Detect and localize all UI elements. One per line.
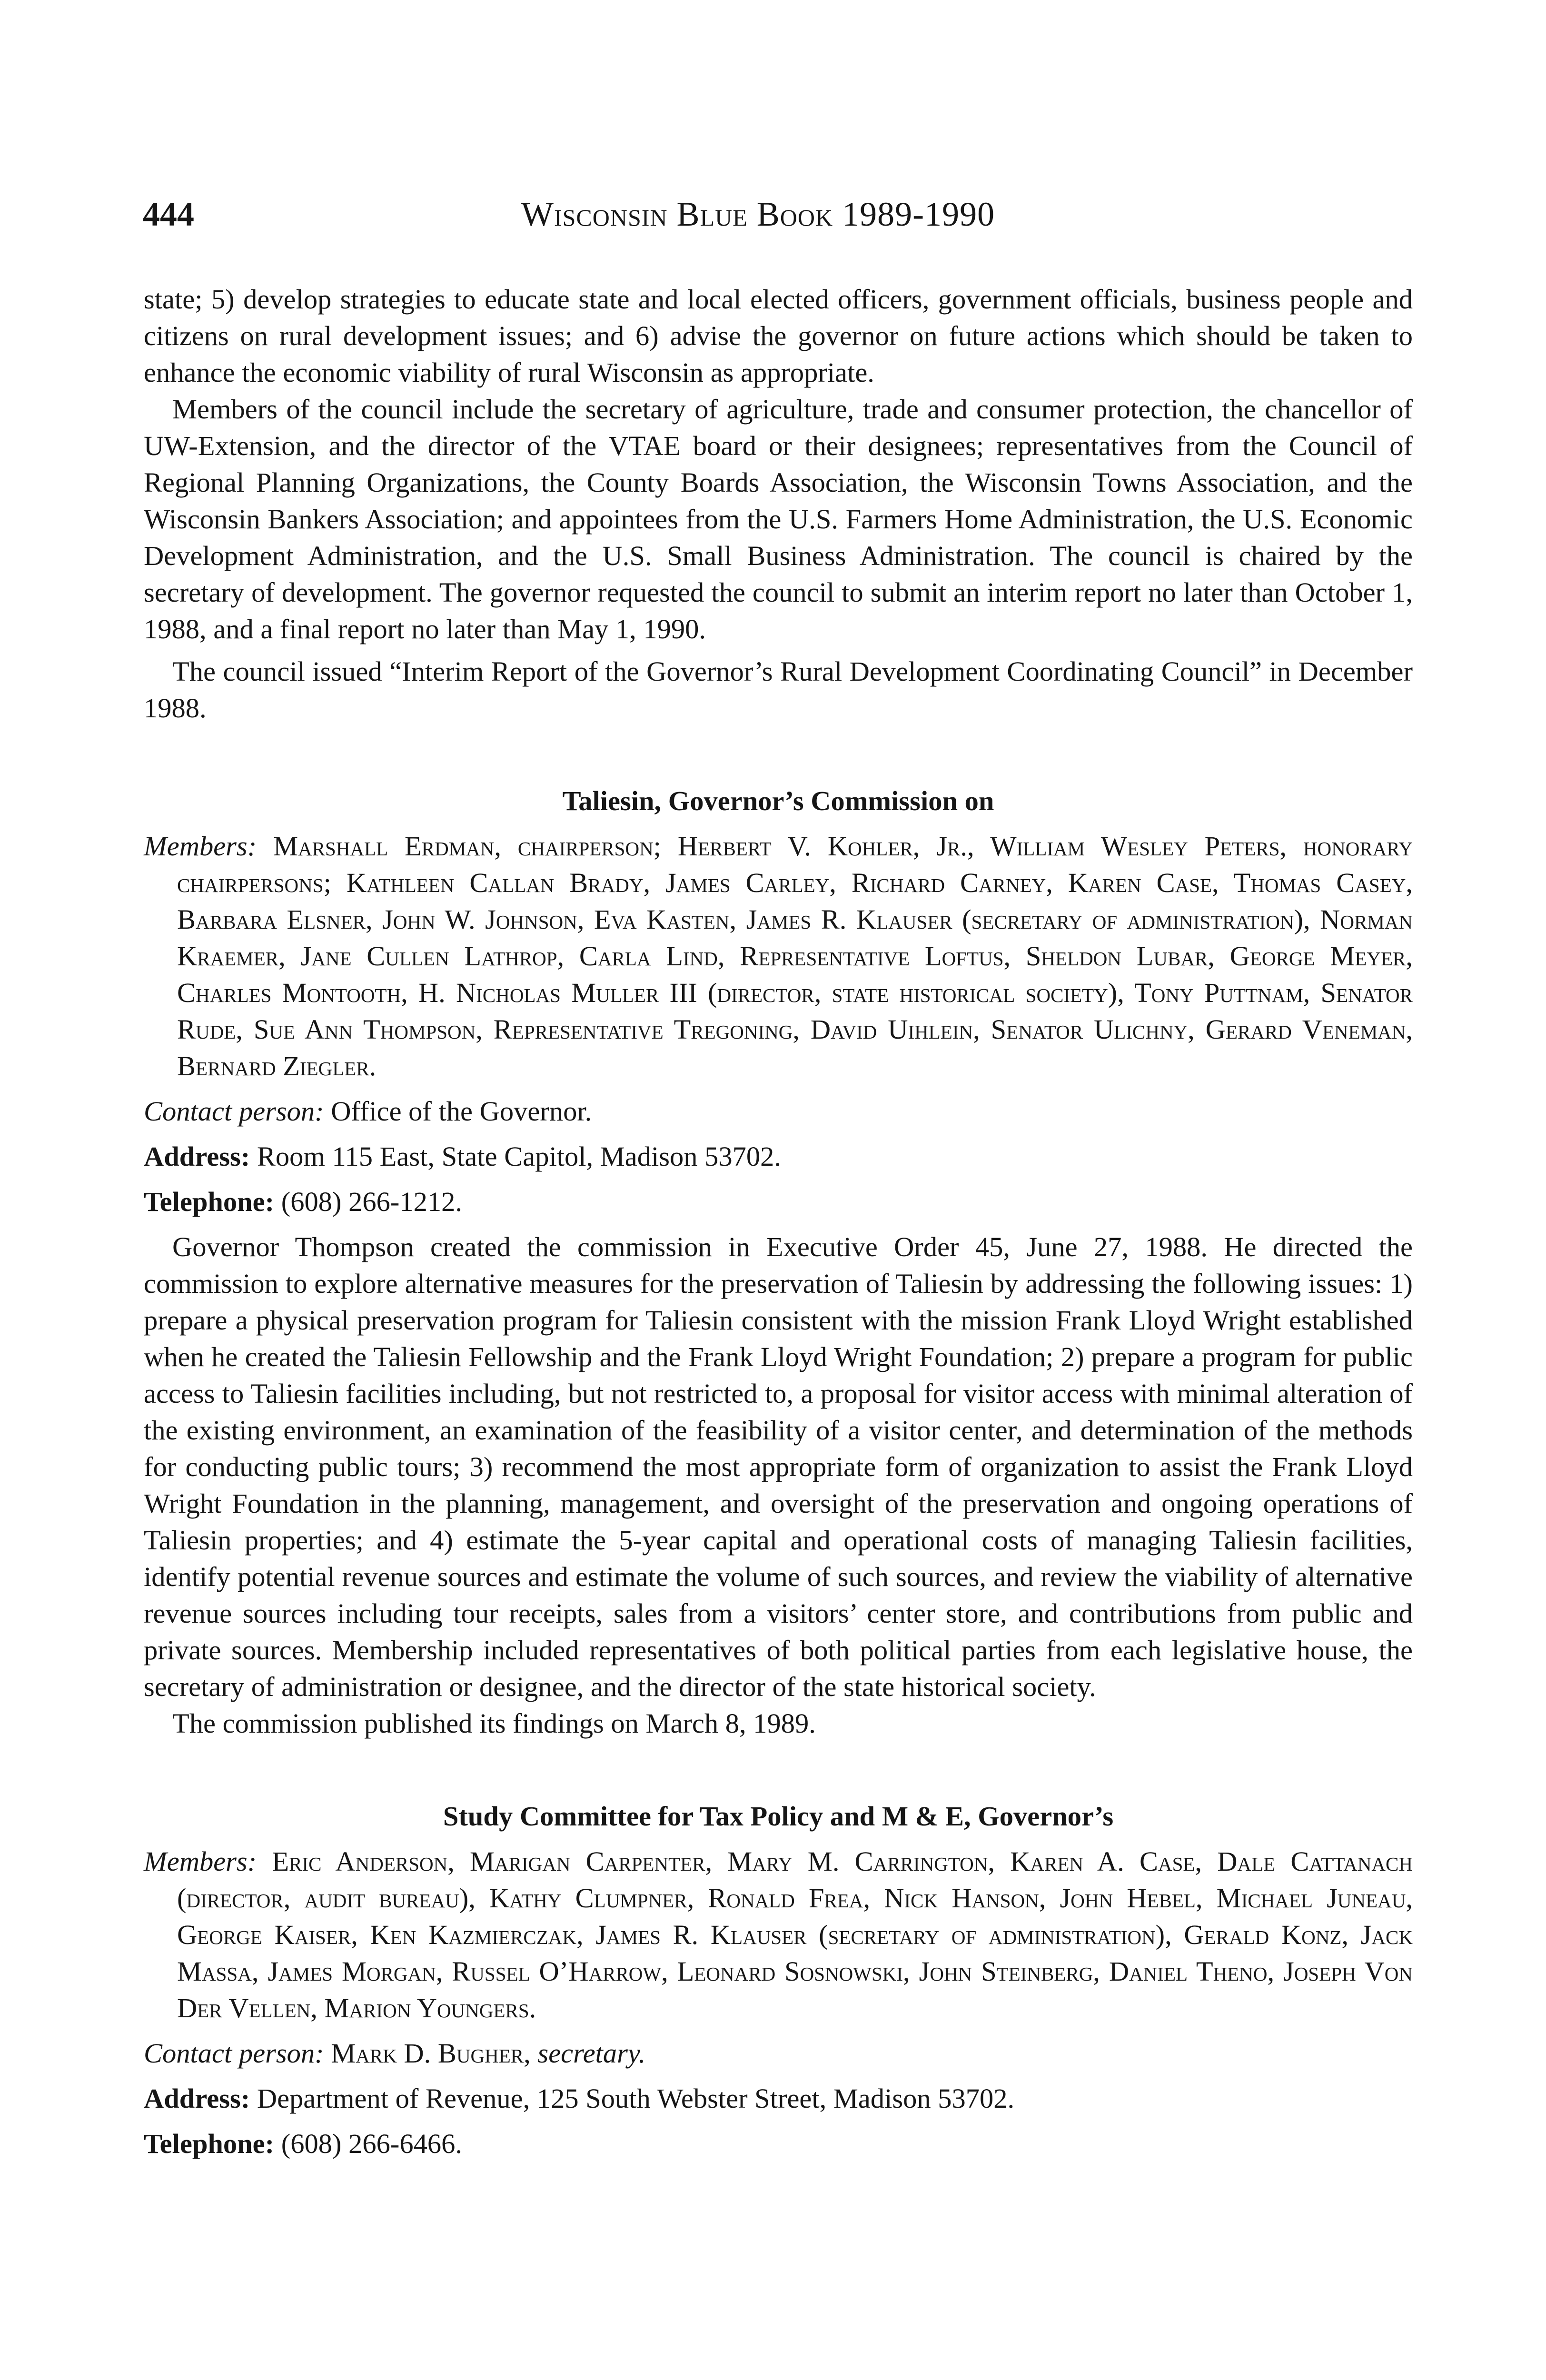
members-list: Marshall Erdman, chairperson; Herbert V. Kohler, Jr., William Wesley Peters, honorary chairpersons; Kathleen Callan Brady, James Carley, Richard Carney, Karen Case, Thomas Casey, Barbara Elsner, John W. Johnson, Eva Kasten, James R. Klauser (secretary of administration), Norman Kraemer, Jane Cullen Lathrop, Carla Lind, Representative Loftus, Sheldon Lubar, George Meyer, Charles Montooth, H. Nicholas Muller III (director, state historical society), Tony Puttnam, Senator Rude, Sue Ann Thompson, Representative Tregoning, David Uihlein, Senator Ulichny, Gerard Veneman, Bernard Ziegler. (177, 831, 1413, 1081)
taliesin-contact (144, 1093, 1413, 1130)
body-column (144, 281, 1413, 2162)
telephone-value: (608) 266-6466. (281, 2128, 462, 2159)
contact-name: Mark D. Bugher, (331, 2038, 531, 2069)
tax-committee-section (144, 1798, 1413, 2162)
address-label: Address: (144, 1141, 250, 1172)
contact-label: Contact person: (144, 2038, 324, 2069)
telephone-value: (608) 266-1212. (281, 1186, 462, 1217)
taliesin-findings: The commission published its findings on March 8, 1989. (172, 1708, 816, 1739)
taliesin-telephone (144, 1183, 1413, 1220)
address-value: Department of Revenue, 125 South Webster Street, Madison 53702. (257, 2083, 1015, 2114)
taliesin-description: Governor Thompson created the commission in Executive Order 45, June 27, 1988. He directed the commission to explore alternative measures for the preservation of Taliesin by addressing the following issues: 1) prepare a physical preservation program for Taliesin consistent with the mission Frank Lloyd Wright established when he created the Taliesin Fellowship and the Frank Lloyd Wright Foundation; 2) prepare a program for public access to Taliesin facilities including, but not restricted to, a proposal for visitor access with minimal alteration of the existing environment, an examination of the feasibility of a visitor center, and determination of the methods for conducting public tours; 3) recommend the most appropriate form of organization to assist the Frank Lloyd Wright Foundation in the planning, management, and oversight of the preservation and ongoing operations of Taliesin properties; and 4) estimate the 5-year capital and operational costs of managing Taliesin facilities, identify potential revenue sources and estimate the volume of such sources, and review the viability of alternative revenue sources including tour receipts, sales from a visitors’ center store, and contributions from public and private sources. Membership included representatives of both political parties from each legislative house, the secretary of administration or designee, and the director of the state historical society. (144, 1231, 1413, 1702)
members-label: Members: (144, 1846, 257, 1877)
tax-committee-telephone (144, 2125, 1413, 2162)
taliesin-members (144, 828, 1413, 1084)
address-value: Room 115 East, State Capitol, Madison 53702. (257, 1141, 781, 1172)
tax-committee-members (144, 1843, 1413, 2026)
contact-role: secretary. (537, 2038, 646, 2069)
tax-committee-contact (144, 2035, 1413, 2072)
book-title: Wisconsin Blue Book 1989-1990 (521, 195, 995, 233)
running-head (0, 193, 1546, 236)
members-list: Eric Anderson, Marigan Carpenter, Mary M. Carrington, Karen A. Case, Dale Cattanach (director, audit bureau), Kathy Clumpner, Ronald Frea, Nick Hanson, John Hebel, Michael Juneau, George Kaiser, Ken Kazmierczak, James R. Klauser (secretary of administration), Gerald Konz, Jack Massa, James Morgan, Russel O’Harrow, Leonard Sosnowski, John Steinberg, Daniel Theno, Joseph Von Der Vellen, Marion Youngers. (177, 1846, 1413, 2023)
taliesin-title: Taliesin, Governor’s Commission on (562, 785, 994, 816)
taliesin-section (144, 783, 1413, 1742)
contact-label: Contact person: (144, 1096, 324, 1127)
tax-committee-title: Study Committee for Tax Policy and M & E, Governor’s (443, 1801, 1114, 1832)
intro-paragraph-1: state; 5) develop strategies to educate state and local elected officers, government officials, business people and citizens on rural development issues; and 6) advise the governor on future actions which should be taken to enhance the economic viability of rural Wisconsin as appropriate. (144, 284, 1413, 388)
telephone-label: Telephone: (144, 2128, 275, 2159)
address-label: Address: (144, 2083, 250, 2114)
intro-paragraph-3: The council issued “Interim Report of the Governor’s Rural Development Coordinating Council” in December 1988. (144, 656, 1413, 724)
taliesin-address (144, 1138, 1413, 1175)
telephone-label: Telephone: (144, 1186, 275, 1217)
page-number: 444 (143, 195, 194, 233)
members-label: Members: (144, 831, 257, 862)
tax-committee-address (144, 2080, 1413, 2117)
intro-paragraph-2: Members of the council include the secretary of agriculture, trade and consumer protection, the chancellor of UW-Extension, and the director of the VTAE board or their designees; representatives from the Council of Regional Planning Organizations, the County Boards Association, the Wisconsin Towns Association, and the Wisconsin Bankers Association; and appointees from the U.S. Farmers Home Administration, the U.S. Economic Development Administration, and the U.S. Small Business Administration. The council is chaired by the secretary of development. The governor requested the council to submit an interim report no later than October 1, 1988, and a final report no later than May 1, 1990. (144, 394, 1413, 645)
contact-value: Office of the Governor. (331, 1096, 592, 1127)
